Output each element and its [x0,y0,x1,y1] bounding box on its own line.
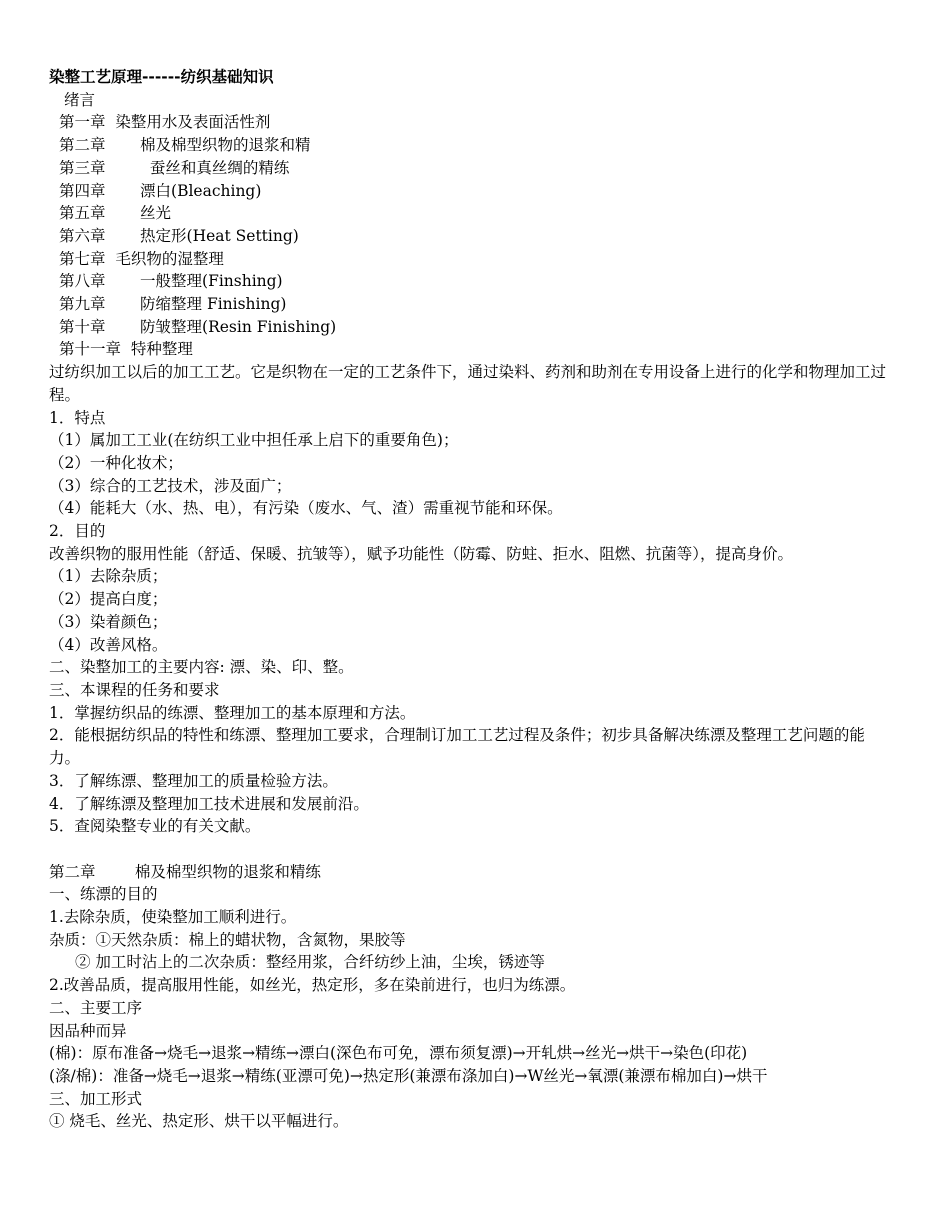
intro-definition: 过纺织加工以后的加工工艺。它是织物在一定的工艺条件下，通过染料、药剂和助剂在专用设备上进行的化学和物理加工过程。 [49,363,887,404]
chapter2-heading: 第二章 棉及棉型织物的退浆和精练 [49,862,321,881]
purpose-item: （4）改善风格。 [49,635,168,654]
task-item: 3．了解练漂、整理加工的质量检验方法。 [49,771,338,790]
toc-chapter [49,338,895,361]
feature-item: （3）综合的工艺技术，涉及面广； [49,476,292,495]
toc-chapter-name: 热定形(Heat Setting) [140,226,299,245]
feature-item: （1）属加工工业(在纺织工业中担任承上启下的重要角色)； [49,431,459,450]
toc-preface: 绪言 [64,90,96,109]
toc-chapter-name: 丝光 [140,204,172,223]
toc-separator [106,318,141,336]
purpose-item: （1）去除杂质； [49,567,168,586]
toc-separator [106,182,141,200]
process-blend: (涤/棉)：准备→烧毛→退浆→精练(亚漂可免)→热定形(兼漂布涤加白)→W丝光→氧漂(兼漂布棉加白)→烘干 [49,1066,768,1085]
toc-chapter-name: 漂白(Bleaching) [140,181,262,200]
section-point: 1.去除杂质，使染整加工顺利进行。 [49,908,297,926]
tasks-heading: 三、本课程的任务和要求 [49,680,220,699]
table-of-contents [49,89,895,361]
main-content-line: 二、染整加工的主要内容: 漂、染、印、整。 [49,658,354,677]
toc-chapter-number: 第二章 [59,136,106,155]
toc-chapter [49,111,895,134]
toc-separator [106,272,141,290]
toc-chapter-name: 一般整理(Finshing) [140,272,283,291]
toc-chapter-name: 毛织物的湿整理 [115,249,224,268]
toc-chapter-number: 第十章 [59,317,106,336]
toc-chapter-number: 第八章 [59,272,106,291]
purpose-item: （3）染着颜色； [49,612,168,631]
toc-chapter [49,134,895,157]
feature-item: （2）一种化妆术； [49,453,183,472]
toc-chapter-name: 蚕丝和真丝绸的精练 [149,158,290,177]
task-item: 1．掌握纺织品的练漂、整理加工的基本原理和方法。 [49,703,416,722]
toc-chapter-number: 第三章 [59,158,106,177]
features-heading: 1．特点 [49,408,106,427]
toc-chapter [49,225,895,248]
task-item: 2．能根据纺织品的特性和练漂、整理加工要求，合理制订加工工艺过程及条件；初步具备解决练漂及整理工艺问题的能力。 [49,726,865,768]
toc-chapter-number: 第五章 [59,204,106,223]
section-point: ① 烧毛、丝光、热定形、烘干以平幅进行。 [49,1112,349,1131]
section-heading: 三、加工形式 [49,1089,143,1108]
toc-chapter-list [49,111,895,361]
toc-chapter-number: 第七章 [59,249,106,268]
purpose-heading: 2．目的 [49,522,106,541]
toc-separator [106,227,141,245]
toc-separator [106,136,141,154]
purpose-item: （2）提高白度； [49,590,168,609]
document-page [49,66,895,1133]
toc-chapter-name: 防皱整理(Resin Finishing) [140,317,337,336]
section-heading: 二、主要工序 [49,998,143,1017]
task-item: 4．了解练漂及整理加工技术进展和发展前沿。 [49,794,369,813]
process-cotton: (棉)：原布准备→烧毛→退浆→精练→漂白(深色布可免，漂布须复漂)→开轧烘→丝光→烘干→染色(印花) [49,1044,748,1063]
toc-separator [106,204,141,222]
toc-separator [106,250,116,268]
toc-separator [121,340,131,358]
toc-chapter [49,157,895,180]
section-point: 2.改善品质，提高服用性能，如丝光，热定形，多在染前进行，也归为练漂。 [49,976,576,995]
toc-separator [106,159,150,177]
feature-item: （4）能耗大（水、热、电），有污染（废水、气、渣）需重视节能和环保。 [49,499,563,518]
toc-chapter [49,270,895,293]
toc-chapter [49,248,895,271]
section-note: 因品种而异 [49,1021,127,1040]
impurity-line: ② 加工时沾上的二次杂质：整经用浆，合纤纺纱上油，尘埃，锈迹等 [75,953,545,972]
toc-chapter [49,293,895,316]
toc-separator [106,113,116,131]
toc-chapter-number: 第六章 [59,226,106,245]
document-title: 染整工艺原理------纺织基础知识 [49,68,274,86]
section-heading: 一、练漂的目的 [49,885,158,904]
purpose-text: 改善织物的服用性能（舒适、保暖、抗皱等），赋予功能性（防霉、防蛀、拒水、阻燃、抗菌等），提高身价。 [49,544,794,563]
blank-line [49,838,895,861]
toc-chapter-name: 防缩整理 Finishing) [140,295,287,314]
toc-chapter-number: 第一章 [59,113,106,132]
toc-separator [106,295,141,313]
toc-chapter [49,316,895,339]
toc-chapter [49,180,895,203]
impurity-line: 杂质：①天然杂质：棉上的蜡状物，含氮物，果胶等 [49,930,406,949]
toc-chapter [49,202,895,225]
toc-chapter-number: 第十一章 [59,340,122,359]
task-item: 5．查阅染整专业的有关文献。 [49,817,261,836]
toc-chapter-name: 特种整理 [130,340,193,359]
toc-chapter-name: 染整用水及表面活性剂 [115,113,271,132]
toc-chapter-name: 棉及棉型织物的退浆和精 [140,136,311,155]
toc-chapter-number: 第四章 [59,181,106,200]
toc-chapter-number: 第九章 [59,295,106,314]
